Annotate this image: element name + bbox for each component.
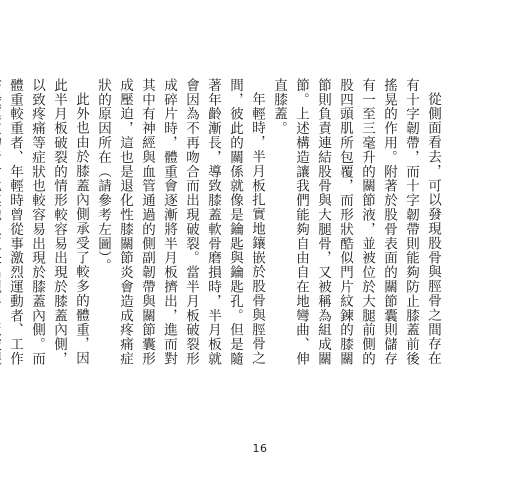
- paragraph-1: 從側面看去，可以發現股骨與脛骨之間存在有十字韌帶，而十字韌帶則能夠防止膝蓋前後搖晃的作用。附著於股骨表面的關節囊則儲存有一至三毫升的關節液，並被位於大腿前側的股四頭肌所包覆，而形狀酷似門片紋鍊的膝關節則負責連結股骨與大腿骨，又被稱為組成關節。上述構造讓我們能夠自由自在地彎曲、伸直膝蓋。: [271, 78, 441, 366]
- paragraph-2: 年輕時，半月板扎實地鑲嵌於股骨與脛骨之間，彼此的關係就像是鑰匙與鑰匙孔。但是隨著年齡漸長，導致膝蓋軟骨磨損時，半月板就會因為不再吻合而出現破裂。當半月板破裂形成碎片時，體重會逐漸將半月板擠出，進而對其中有神經與血管通過的側副韌帶與關節囊形成壓迫，這也是退化性膝關節炎會造成疼痛症狀的原因所在（請參考左圖）。: [95, 78, 265, 366]
- vertical-body-text: [7, 78, 444, 368]
- paragraph-3: 此外也由於膝蓋內側承受了較多的體重，因此半月板破裂的情形較容易出現於膝蓋內側，以致疼痛等症狀也較容易出現於膝蓋內側。而體重較重者、年輕時曾從事激烈運動者、工作: [7, 78, 89, 366]
- page-number: 16: [252, 442, 268, 455]
